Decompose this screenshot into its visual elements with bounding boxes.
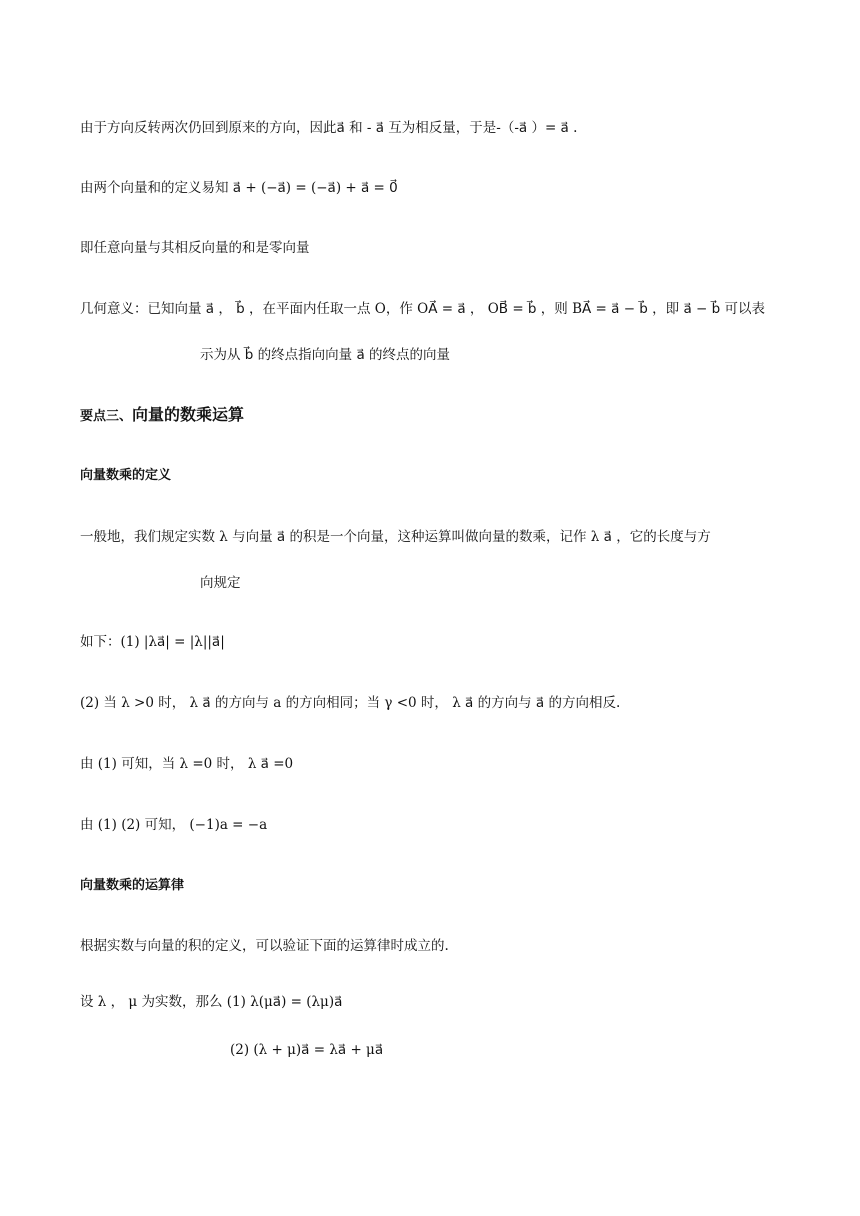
heading-title: 向量的数乘运算 (132, 405, 245, 424)
heading-prefix: 要点三、 (80, 409, 133, 424)
main-heading (80, 405, 244, 427)
text-line-3: 即任意向量与其相反向量的和是零向量 (80, 240, 310, 256)
definition-paragraph: 一般地，我们规定实数 λ 与向量 a⃗ 的积是一个向量，这种运算叫做向量的数乘，记作 λ a⃗ ，它的长度与方 (80, 529, 711, 545)
text-line-5: 示为从 b⃗ 的终点指向向量 a⃗ 的终点的向量 (200, 347, 451, 363)
rule-1: 如下：(1) |λa⃗| = |λ||a⃗| (80, 634, 225, 650)
corollary-2: 由 (1) (2) 可知， (−1)a = −a (80, 817, 268, 833)
section-title-laws: 向量数乘的运算律 (80, 878, 185, 893)
rule-2: (2) 当 λ >0 时， λ a⃗ 的方向与 a 的方向相同；当 γ <0 时， λ a⃗ 的方向与 a⃗ 的方向相反. (80, 695, 621, 711)
law-1: 设 λ ， μ 为实数，那么 (1) λ(μa⃗) = (λμ)a⃗ (80, 994, 343, 1010)
law-2: (2) (λ + μ)a⃗ = λa⃗ + μa⃗ (230, 1042, 384, 1058)
laws-intro: 根据实数与向量的积的定义，可以验证下面的运算律时成立的. (80, 938, 449, 954)
definition-paragraph-cont: 向规定 (200, 575, 241, 591)
corollary-1: 由 (1) 可知，当 λ =0 时， λ a⃗ =0 (80, 756, 294, 772)
text-line-1: 由于方向反转两次仍回到原来的方向，因此a⃗ 和 - a⃗ 互为相反量，于是-（-a⃗ ）= a⃗ . (80, 120, 578, 136)
section-title-definition: 向量数乘的定义 (80, 468, 172, 483)
text-line-4: 几何意义：已知向量 a⃗ ， b⃗ ，在平面内任取一点 O，作 OA⃗ = a⃗ ， OB⃗ = b⃗ ，则 BA⃗ = a⃗ − b⃗ ，即 a⃗ − b⃗ 可以表 (80, 301, 765, 317)
text-line-2: 由两个向量和的定义易知 a⃗ + (−a⃗) = (−a⃗) + a⃗ = 0⃗ (80, 180, 398, 196)
